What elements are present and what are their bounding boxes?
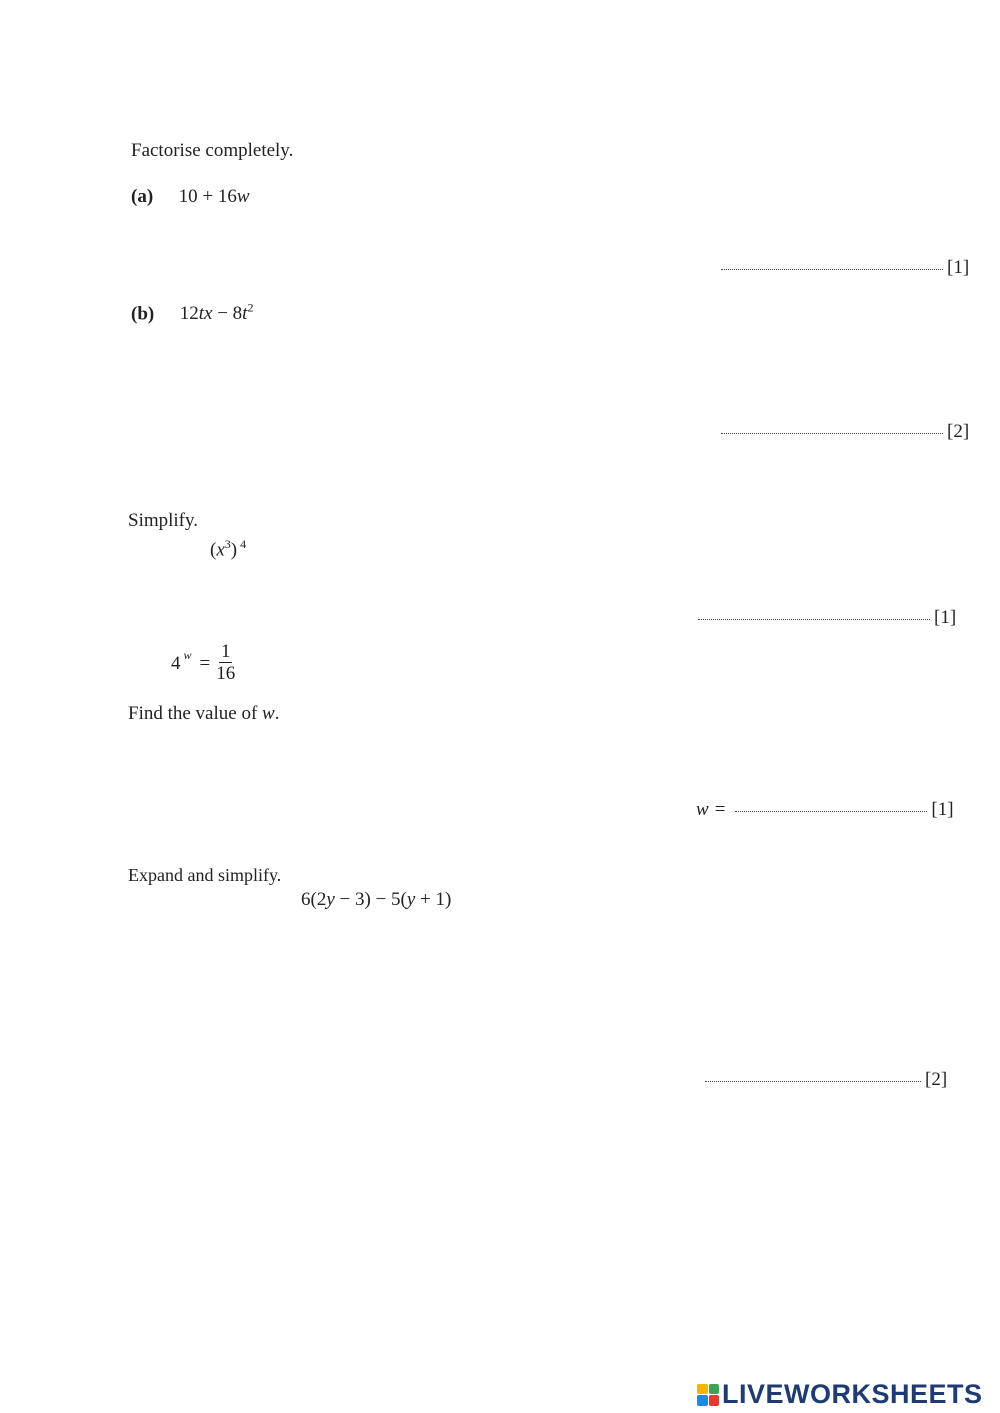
q2-instruction: Simplify. [128, 510, 199, 531]
q4-answer-line[interactable] [705, 1069, 947, 1091]
answer-dots[interactable] [735, 810, 927, 812]
q3-answer-line[interactable] [696, 799, 954, 821]
q4-expression: 6(2y − 3) − 5(y + 1) [301, 889, 452, 910]
q3-answer-eq: = [714, 799, 726, 820]
q1a-answer-line[interactable] [721, 257, 969, 279]
q1b-row [131, 301, 253, 325]
q1-instruction: Factorise completely. [131, 140, 294, 161]
q1a-label: (a) [131, 186, 154, 207]
q1a-mark: [1] [947, 257, 970, 278]
logo-text: LIVEWORKSHEETS [722, 1379, 983, 1409]
q4-instruction: Expand and simplify. [128, 865, 282, 885]
q1b-expression: $12tx - 8t^2$ [179, 301, 254, 325]
answer-dots[interactable] [705, 1080, 921, 1082]
q4-mark: [2] [925, 1069, 948, 1090]
q2-mark: [1] [934, 607, 957, 628]
q3-answer-var: w [696, 799, 709, 820]
q2-expression: $(x^3)$ $^4$ [210, 537, 247, 561]
logo-badge-icon [697, 1384, 719, 1406]
q3-fraction: $\frac{1}{16}$ [216, 641, 236, 684]
q3-equation: 4 $^w$ = $\frac{1}{16}$ [171, 641, 236, 684]
q3-instruction: Find the value of w. [128, 703, 280, 724]
q1a-expression: 10 + 16w [178, 186, 250, 207]
q3-mark: [1] [931, 799, 954, 820]
answer-dots[interactable] [698, 618, 930, 620]
q2-answer-line[interactable] [698, 607, 956, 629]
q1b-answer-line[interactable] [721, 421, 969, 443]
liveworksheets-logo [697, 1379, 983, 1410]
q1a-row [131, 186, 250, 208]
q1b-label: (b) [131, 303, 155, 325]
q1b-mark: [2] [947, 421, 970, 442]
answer-dots[interactable] [721, 432, 943, 434]
answer-dots[interactable] [721, 268, 943, 270]
